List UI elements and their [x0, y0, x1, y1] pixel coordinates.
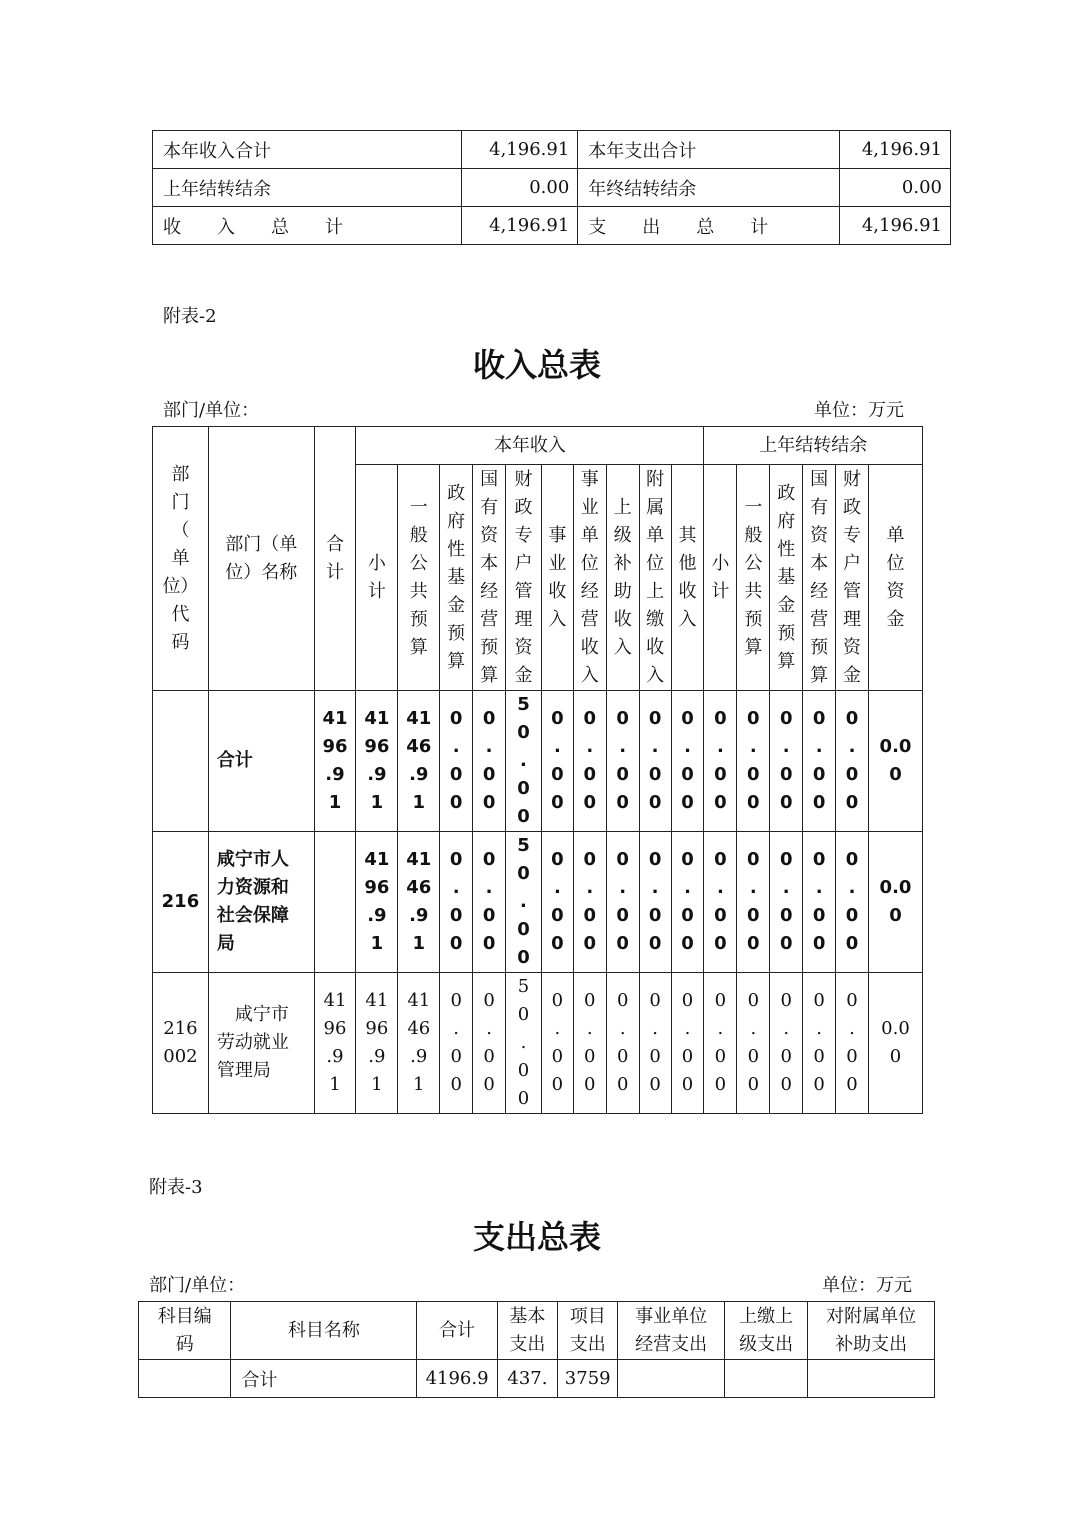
- expense-header-cell: 项目 支出: [558, 1302, 618, 1360]
- income-row: [153, 691, 923, 832]
- income-row-value: 5 0 . 0 0: [517, 976, 530, 1109]
- expense-cell: 437.: [497, 1360, 557, 1398]
- income-row-value: 0.0 0: [879, 736, 912, 785]
- income-header-total: 合 计: [325, 533, 344, 583]
- income-row-value: 41 96 .9 1: [322, 708, 348, 813]
- income-row-value: 0 . 0 0: [681, 990, 694, 1095]
- income-header-col: 上 级 补 助 收 入: [613, 496, 632, 658]
- income-row-value: 0 . 0 0: [616, 849, 629, 954]
- income-row-value: 0 . 0 0: [648, 849, 662, 954]
- income-row-value: 0 . 0 0: [681, 708, 694, 813]
- expense-header-row: [139, 1302, 935, 1360]
- expense-header-cell: 合计: [417, 1302, 497, 1360]
- summary-table: [152, 130, 951, 245]
- appendix3-title: 支出总表: [472, 1218, 601, 1256]
- income-row-name: 合计: [208, 691, 314, 832]
- income-row-value: 0 . 0 0: [747, 708, 760, 813]
- income-row-value: 0 . 0 0: [812, 708, 826, 813]
- income-header-col: 一 般 公 共 预 算: [409, 496, 428, 658]
- income-row-value: 0 . 0 0: [714, 708, 727, 813]
- income-row-value: 5 0 . 0 0: [517, 835, 530, 968]
- summary-right-value: 4,196.91: [839, 207, 950, 245]
- income-row-value: 0 . 0 0: [616, 990, 629, 1095]
- income-header-col: 政 府 性 基 金 预 算: [777, 482, 796, 672]
- income-row-value: 41 96 .9 1: [364, 849, 390, 954]
- income-row-code: 216 002: [163, 1018, 198, 1067]
- appendix3-label: 附表-3: [149, 1177, 203, 1198]
- income-row-value: 0 . 0 0: [648, 708, 662, 813]
- income-row-value: 0 . 0 0: [551, 990, 564, 1095]
- income-header-col: 国 有 资 本 经 营 预 算: [480, 468, 499, 686]
- summary-row: [153, 207, 951, 245]
- appendix3-dept-label: 部门/单位：: [149, 1275, 246, 1296]
- income-header-col: 小 计: [711, 552, 730, 602]
- income-row-value: 5 0 . 0 0: [517, 694, 530, 827]
- summary-right-value: 0.00: [839, 169, 950, 207]
- income-header-col: 政 府 性 基 金 预 算: [447, 482, 466, 672]
- income-row-value: 0 . 0 0: [583, 849, 597, 954]
- expense-header-cell: 上缴上 级支出: [724, 1302, 807, 1360]
- summary-right-label: 本年支出合计: [578, 131, 840, 169]
- income-header-col: 其 他 收 入: [678, 524, 697, 630]
- income-row-value: 41 96 .9 1: [364, 708, 390, 813]
- income-row-value: 0 . 0 0: [779, 849, 793, 954]
- expense-header-cell: 事业单位 经营支出: [618, 1302, 725, 1360]
- income-row-value: 0 . 0 0: [482, 708, 496, 813]
- income-row-value: 41 96 .9 1: [365, 990, 389, 1095]
- income-row-value: 0 . 0 0: [583, 708, 597, 813]
- income-header-col: 单 位 资 金: [886, 524, 905, 630]
- appendix2-label: 附表-2: [163, 306, 217, 327]
- summary-left-label: 本年收入合计: [153, 131, 462, 169]
- income-row-value: 0 . 0 0: [483, 990, 495, 1095]
- income-row-value: 0 . 0 0: [584, 990, 596, 1095]
- income-row-value: 0 . 0 0: [449, 708, 463, 813]
- income-row-value: 41 96 .9 1: [323, 990, 347, 1095]
- expense-header-cell: 科目名称: [231, 1302, 417, 1360]
- income-header-code: 部 门 （ 单 位） 代 码: [162, 463, 199, 653]
- expense-header-cell: 科目编 码: [139, 1302, 231, 1360]
- income-header-row-1: [153, 427, 923, 465]
- income-row-value: 0 . 0 0: [846, 990, 858, 1095]
- expense-cell: 合计: [231, 1360, 417, 1398]
- income-header-col: 附 属 单 位 上 缴 收 入: [646, 468, 665, 686]
- income-header-col: 小 计: [367, 552, 386, 602]
- expense-header-cell: 对附属单位 补助支出: [808, 1302, 935, 1360]
- income-row-value: 0 . 0 0: [616, 708, 629, 813]
- income-row-value: 0 . 0 0: [551, 708, 564, 813]
- summary-left-label: 上年结转结余: [153, 169, 462, 207]
- income-header-col: 一 般 公 共 预 算: [744, 496, 763, 658]
- appendix2-title: 收入总表: [472, 346, 601, 384]
- income-header-name: 部门（单位）名称: [208, 427, 314, 691]
- income-row-value: 41 46 .9 1: [406, 849, 432, 954]
- income-row-value: 0 . 0 0: [551, 849, 564, 954]
- summary-right-label: 年终结转结余: [578, 169, 840, 207]
- income-row-value: 41 46 .9 1: [407, 990, 431, 1095]
- income-row-value: 0 . 0 0: [747, 990, 760, 1095]
- expense-row: [139, 1360, 935, 1398]
- income-header-last-year: 上年结转结余: [704, 427, 923, 465]
- income-row: [153, 832, 923, 973]
- income-row-value: 0 . 0 0: [845, 849, 859, 954]
- income-row-value: 0 . 0 0: [780, 990, 792, 1095]
- expense-cell: 3759: [558, 1360, 618, 1398]
- expense-cell: [808, 1360, 935, 1398]
- summary-row: [153, 131, 951, 169]
- income-row-name: 咸宁市劳动就业管理局: [208, 973, 314, 1114]
- income-row-value: 0 . 0 0: [482, 849, 496, 954]
- summary-left-value: 4,196.91: [461, 207, 578, 245]
- appendix2-dept-label: 部门/单位：: [163, 400, 260, 421]
- income-row-value: 0.0 0: [881, 1018, 910, 1067]
- summary-left-label: 收 入 总 计: [153, 207, 462, 245]
- income-header-col: 事 业 收 入: [548, 524, 567, 630]
- income-row-value: 0 . 0 0: [649, 990, 661, 1095]
- expense-cell: [139, 1360, 231, 1398]
- appendix3-unit-label: 单位：万元: [822, 1275, 912, 1296]
- income-header-col: 财 政 专 户 管 理 资 金: [843, 468, 862, 686]
- income-row: [153, 973, 923, 1114]
- expense-table: [138, 1301, 935, 1398]
- income-header-col: 事 业 单 位 经 营 收 入: [580, 468, 599, 686]
- summary-right-label: 支 出 总 计: [578, 207, 840, 245]
- income-row-value: 0 . 0 0: [779, 708, 793, 813]
- income-row-value: 0 . 0 0: [812, 849, 826, 954]
- summary-left-value: 4,196.91: [461, 131, 578, 169]
- income-row-value: 0 . 0 0: [714, 849, 727, 954]
- expense-cell: [618, 1360, 725, 1398]
- income-row-value: 0 . 0 0: [845, 708, 859, 813]
- income-row-code: 216: [161, 891, 200, 912]
- income-table: [152, 426, 923, 1114]
- income-row-value: 0 . 0 0: [449, 849, 463, 954]
- income-header-col: 财 政 专 户 管 理 资 金: [514, 468, 533, 686]
- summary-right-value: 4,196.91: [839, 131, 950, 169]
- expense-header-cell: 基本 支出: [497, 1302, 557, 1360]
- income-row-value-empty: [314, 832, 356, 973]
- expense-cell: 4196.9: [417, 1360, 497, 1398]
- summary-left-value: 0.00: [461, 169, 578, 207]
- appendix2-unit-label: 单位：万元: [814, 400, 904, 421]
- expense-cell: [724, 1360, 807, 1398]
- income-row-value: 0 . 0 0: [747, 849, 760, 954]
- income-row-value: 0 . 0 0: [813, 990, 825, 1095]
- income-row-value: 41 46 .9 1: [406, 708, 432, 813]
- income-row-value: 0 . 0 0: [714, 990, 727, 1095]
- summary-row: [153, 169, 951, 207]
- income-row-value: 0 . 0 0: [681, 849, 694, 954]
- income-row-value: 0.0 0: [879, 877, 912, 926]
- income-row-value: 0 . 0 0: [450, 990, 462, 1095]
- income-row-name: 咸宁市人力资源和社会保障局: [208, 832, 314, 973]
- income-header-this-year: 本年收入: [356, 427, 704, 465]
- income-header-col: 国 有 资 本 经 营 预 算: [810, 468, 829, 686]
